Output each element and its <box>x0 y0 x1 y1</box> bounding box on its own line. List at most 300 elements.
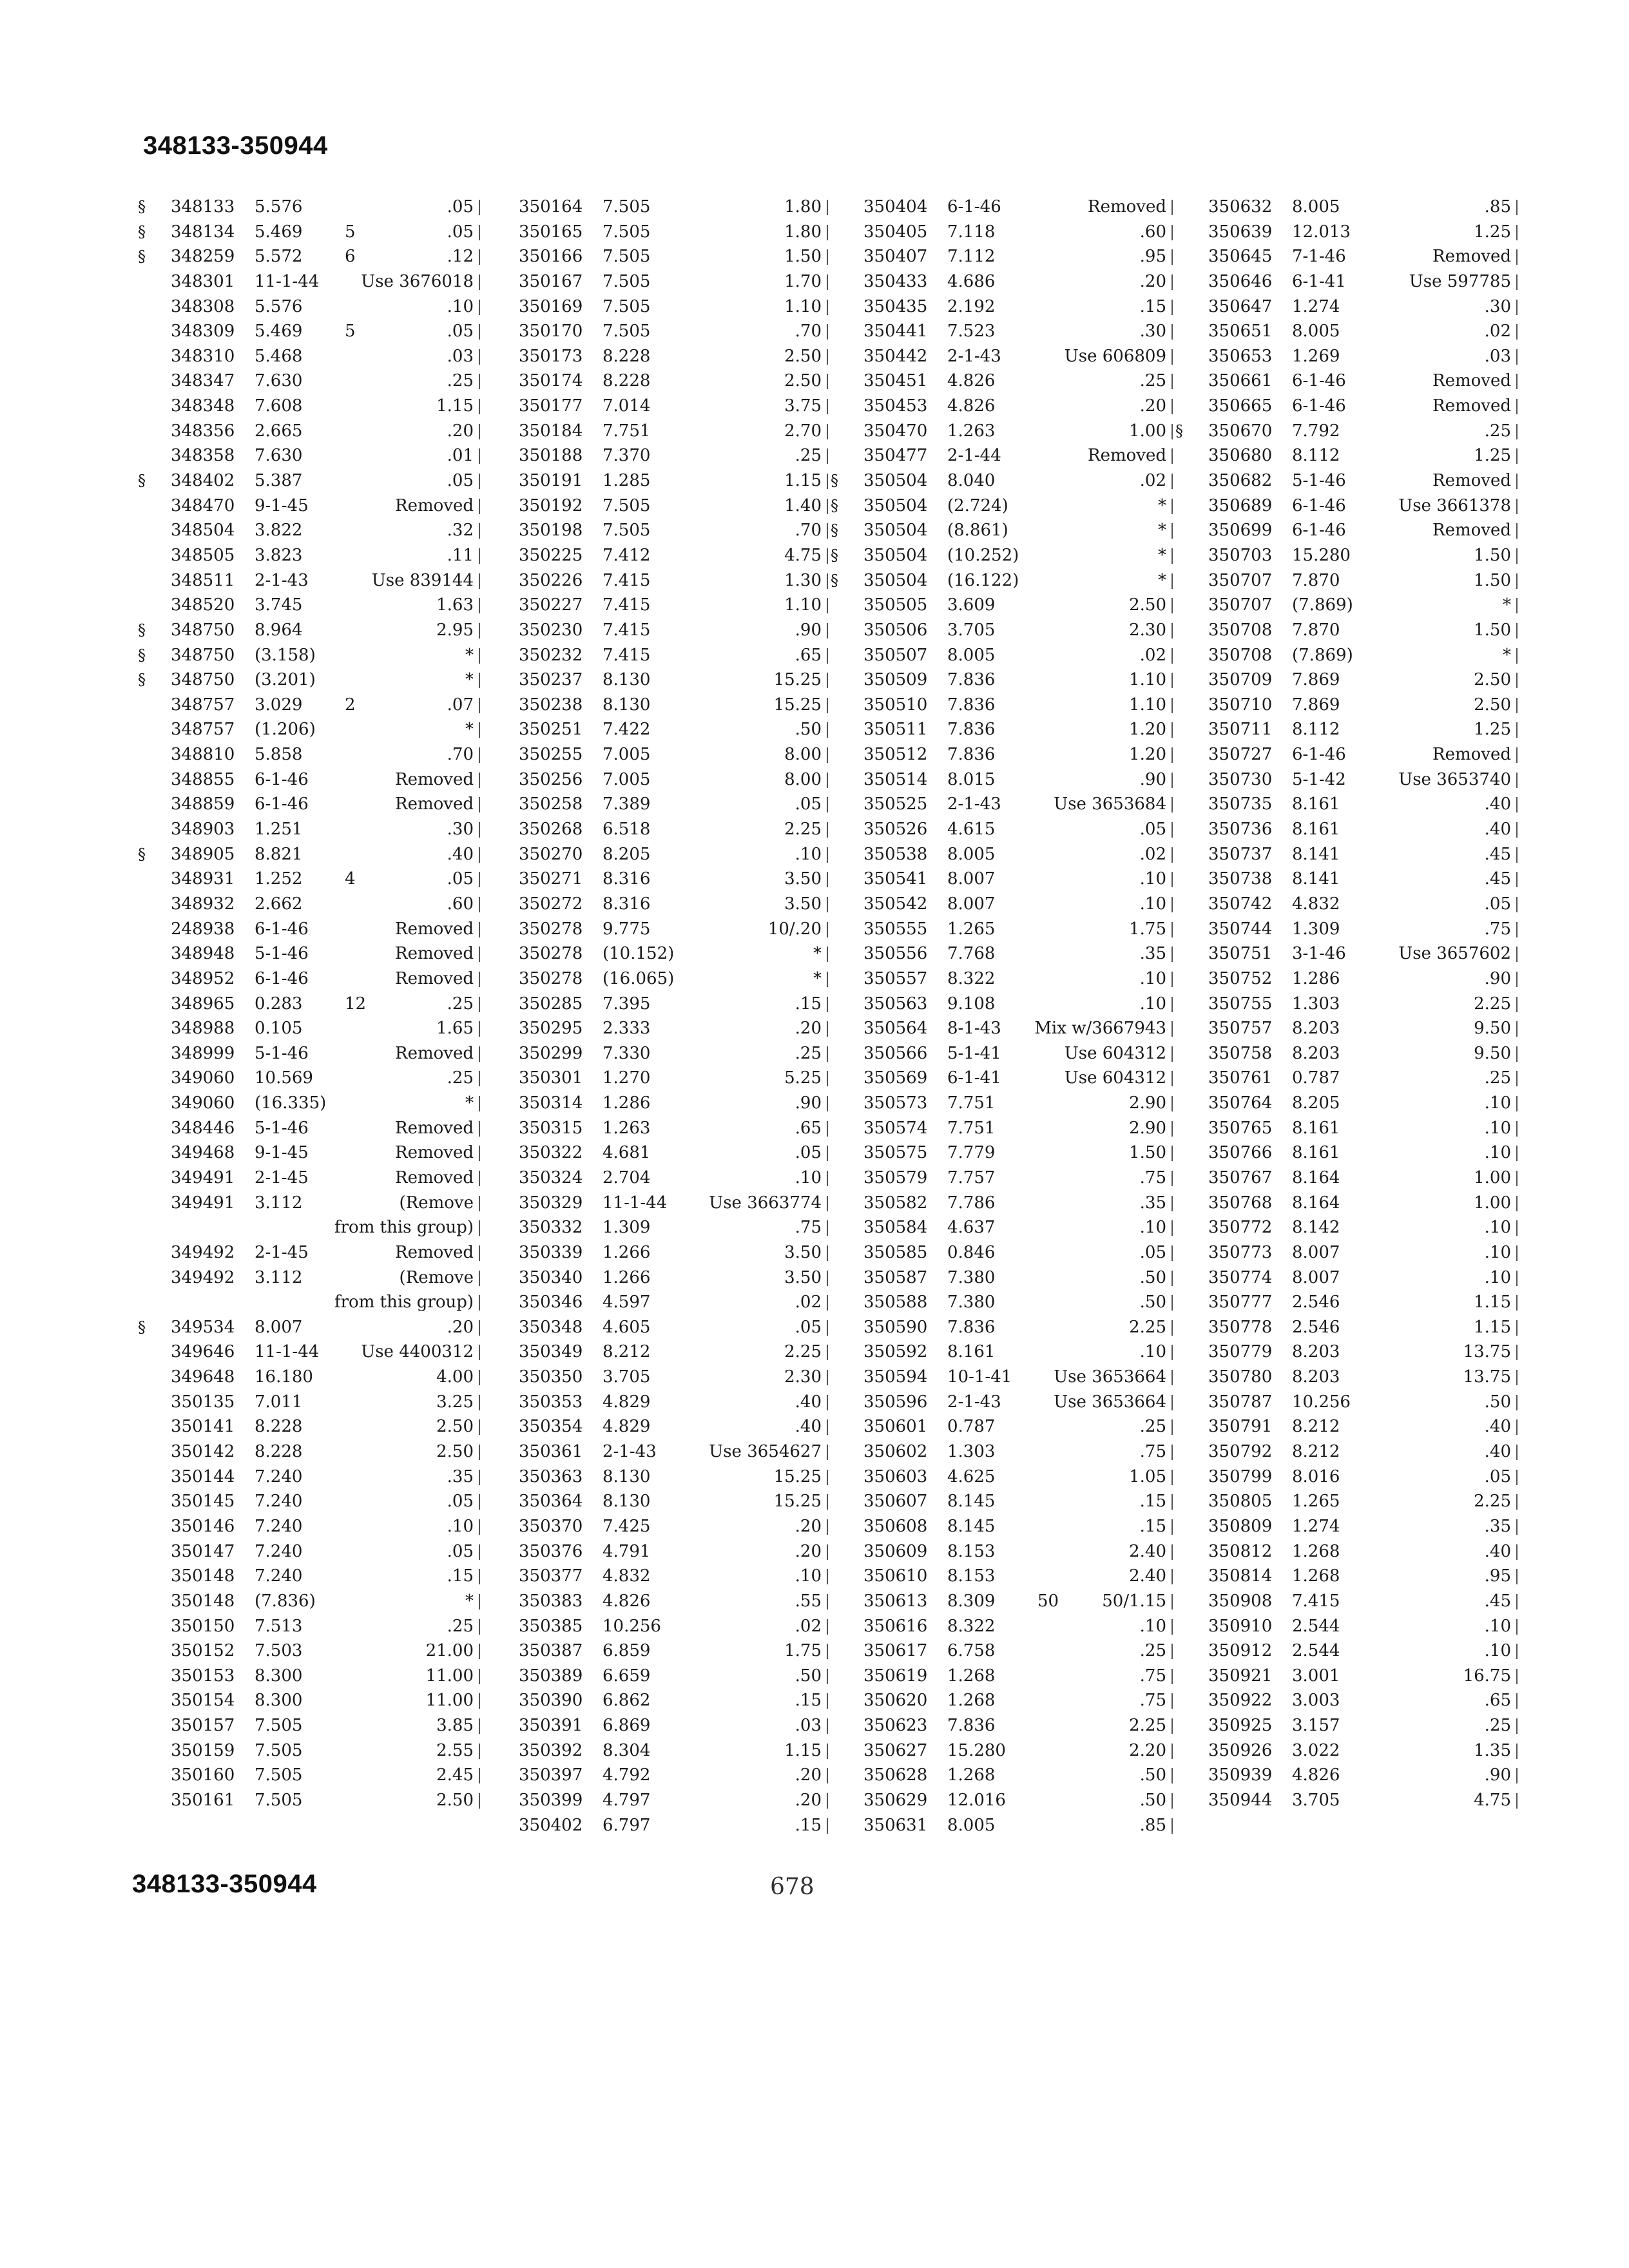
column-rule <box>1516 249 1518 265</box>
part-number: 350192 <box>519 495 583 515</box>
value: 7.505 <box>602 495 651 515</box>
value: 2.192 <box>947 296 996 316</box>
price: Use 3657602 <box>1398 944 1511 964</box>
value: 11-1-44 <box>255 1342 320 1362</box>
price: 4.75 <box>784 545 822 565</box>
value: 8.964 <box>255 620 303 640</box>
value: (7.869) <box>1292 595 1353 615</box>
table-row <box>480 941 828 966</box>
part-number: 350569 <box>863 1068 928 1088</box>
price: Use 604312 <box>1064 1043 1166 1063</box>
price: * <box>465 670 474 690</box>
table-row <box>480 244 828 269</box>
section-mark: § <box>138 198 146 216</box>
quantity: 5 <box>345 222 356 242</box>
table-row <box>825 717 1173 742</box>
table-row <box>132 568 480 593</box>
value: 7.389 <box>602 794 651 814</box>
part-number: 350348 <box>519 1317 583 1337</box>
part-number: 350166 <box>519 247 583 267</box>
value: 2-1-43 <box>947 1392 1001 1412</box>
price: .15 <box>447 1566 474 1586</box>
table-row <box>132 842 480 867</box>
part-number: 350617 <box>863 1641 928 1661</box>
part-number: 350682 <box>1208 471 1273 491</box>
part-number: 350258 <box>519 794 583 814</box>
price: Removed <box>1432 396 1511 416</box>
price: 2.50 <box>1474 670 1511 690</box>
table-row <box>1170 966 1518 992</box>
table-row <box>825 1116 1173 1141</box>
table-row <box>132 1315 480 1340</box>
table-row <box>825 668 1173 693</box>
value: 1.251 <box>255 820 303 840</box>
value: 7.836 <box>947 720 996 740</box>
price: .30 <box>1139 322 1166 341</box>
column-rule <box>1516 997 1518 1012</box>
value: 7.415 <box>1292 1591 1340 1611</box>
table-row <box>1170 1390 1518 1415</box>
table-row <box>825 1265 1173 1291</box>
part-number: 350587 <box>863 1267 928 1287</box>
value: 2-1-45 <box>255 1242 309 1262</box>
part-number: 350340 <box>519 1267 583 1287</box>
value: 1.274 <box>1292 296 1340 316</box>
price: .10 <box>1484 1616 1511 1636</box>
part-number: 350602 <box>863 1442 928 1462</box>
part-number: 350145 <box>171 1492 235 1512</box>
part-number: 350144 <box>171 1466 235 1486</box>
table-row <box>825 1738 1173 1763</box>
part-number: 350278 <box>519 944 583 964</box>
part-number: 350407 <box>863 247 928 267</box>
table-row <box>1170 1166 1518 1191</box>
value: 7.503 <box>255 1641 303 1661</box>
value: 6.758 <box>947 1641 996 1661</box>
value: 8.228 <box>602 371 651 391</box>
price: .01 <box>447 446 474 466</box>
part-number: 350433 <box>863 271 928 291</box>
price: .07 <box>447 695 474 715</box>
price: .30 <box>447 820 474 840</box>
table-row <box>1170 269 1518 294</box>
value: 8.130 <box>602 695 651 715</box>
table-row <box>132 867 480 892</box>
table-row <box>1170 767 1518 793</box>
price: .65 <box>1484 1691 1511 1711</box>
price: .02 <box>795 1293 822 1312</box>
part-number: 350778 <box>1208 1317 1273 1337</box>
part-number: 350699 <box>1208 521 1273 541</box>
value: 6-1-46 <box>1292 495 1346 515</box>
price: * <box>465 645 474 665</box>
value: 7.505 <box>602 197 651 216</box>
value: 7.415 <box>602 570 651 590</box>
price: .70 <box>447 745 474 765</box>
part-number: 350397 <box>519 1765 583 1785</box>
price: Removed <box>395 769 474 789</box>
column-rule <box>1516 1569 1518 1584</box>
value: 0.846 <box>947 1242 996 1262</box>
value: 7.112 <box>947 247 996 267</box>
price: Use 604312 <box>1064 1068 1166 1088</box>
value: 7.792 <box>1292 421 1340 441</box>
table-row <box>480 568 828 593</box>
part-number: 350142 <box>171 1442 235 1462</box>
part-number: 350165 <box>519 222 583 242</box>
part-number: 350470 <box>863 421 928 441</box>
value: 2.665 <box>255 421 303 441</box>
value: 7.011 <box>255 1392 303 1412</box>
price: 2.25 <box>1474 994 1511 1014</box>
column-rule <box>1516 1669 1518 1684</box>
value: 2.544 <box>1292 1641 1340 1661</box>
price: .05 <box>447 1541 474 1561</box>
part-number: 350385 <box>519 1616 583 1636</box>
part-number: 350391 <box>519 1716 583 1736</box>
part-number: 350752 <box>1208 968 1273 988</box>
value: 4.605 <box>602 1317 651 1337</box>
table-row <box>132 1465 480 1490</box>
table-row <box>825 1688 1173 1713</box>
column-rule <box>1516 1718 1518 1734</box>
section-mark: § <box>831 472 838 490</box>
price: .40 <box>1484 794 1511 814</box>
value: 2.333 <box>602 1019 651 1039</box>
table-row <box>132 1614 480 1639</box>
table-row <box>825 1763 1173 1788</box>
price: 16.75 <box>1463 1666 1511 1686</box>
price: 3.75 <box>784 396 822 416</box>
part-number: 350709 <box>1208 670 1273 690</box>
part-number: 348358 <box>171 446 235 466</box>
price: 4.00 <box>436 1367 474 1387</box>
table-row <box>480 1191 828 1216</box>
section-mark: § <box>138 247 146 266</box>
table-row <box>132 742 480 767</box>
part-number: 350647 <box>1208 296 1273 316</box>
part-number: 350184 <box>519 421 583 441</box>
part-number: 350278 <box>519 968 583 988</box>
value: 1.274 <box>1292 1516 1340 1536</box>
value: 6.862 <box>602 1691 651 1711</box>
value: (1.206) <box>255 720 316 740</box>
column-rule <box>1516 648 1518 664</box>
table-row <box>1170 1664 1518 1689</box>
price: 15.25 <box>773 1466 822 1486</box>
price: 2.25 <box>784 820 822 840</box>
table-row <box>1170 1763 1518 1788</box>
value: 1.309 <box>602 1218 651 1238</box>
price: .25 <box>795 1043 822 1063</box>
part-number: 350680 <box>1208 446 1273 466</box>
price: .15 <box>795 1691 822 1711</box>
part-number: 350564 <box>863 1019 928 1039</box>
table-row <box>132 1091 480 1116</box>
table-row <box>132 1166 480 1191</box>
value: 8.130 <box>602 1466 651 1486</box>
table-row <box>1170 1713 1518 1738</box>
table-row <box>132 1514 480 1539</box>
table-row <box>480 1614 828 1639</box>
value: 16.180 <box>255 1367 313 1387</box>
part-number: 350504 <box>863 545 928 565</box>
value: 4.791 <box>602 1541 651 1561</box>
price: Removed <box>395 919 474 939</box>
price: 3.50 <box>784 894 822 914</box>
table-row <box>825 966 1173 992</box>
part-number: 350346 <box>519 1293 583 1312</box>
table-row <box>132 717 480 742</box>
table-row <box>1170 1738 1518 1763</box>
table-row <box>1170 892 1518 917</box>
value: 6-1-46 <box>947 197 1001 216</box>
table-row <box>480 294 828 320</box>
part-number: 350238 <box>519 695 583 715</box>
table-row <box>480 1016 828 1041</box>
part-number: 350504 <box>863 471 928 491</box>
table-row <box>132 443 480 468</box>
value: 7.330 <box>602 1043 651 1063</box>
value: 1.285 <box>602 471 651 491</box>
part-number: 350557 <box>863 968 928 988</box>
table-row <box>480 319 828 344</box>
table-row <box>825 1489 1173 1514</box>
value: 2-1-43 <box>255 570 309 590</box>
value: 3.745 <box>255 595 303 615</box>
part-number: 350912 <box>1208 1641 1273 1661</box>
part-number: 350708 <box>1208 620 1273 640</box>
value: 7.118 <box>947 222 996 242</box>
table-row <box>825 394 1173 419</box>
price: .10 <box>795 844 822 864</box>
table-row <box>480 966 828 992</box>
value: (7.836) <box>255 1591 316 1611</box>
price: .70 <box>795 322 822 341</box>
value: 8.005 <box>1292 197 1340 216</box>
table-row <box>132 1340 480 1365</box>
column-rule <box>1516 1295 1518 1311</box>
value: 7.505 <box>602 521 651 541</box>
value: 7.630 <box>255 446 303 466</box>
price: 2.55 <box>436 1740 474 1760</box>
part-number: 350579 <box>863 1168 928 1187</box>
price: Use 3653684 <box>1054 794 1166 814</box>
column-rule <box>1516 872 1518 887</box>
table-row <box>132 1191 480 1216</box>
price: .20 <box>1139 271 1166 291</box>
price: 2.30 <box>1129 620 1166 640</box>
value: 4.832 <box>1292 894 1340 914</box>
value: 7.836 <box>947 745 996 765</box>
price: .35 <box>1484 1516 1511 1536</box>
price: .10 <box>447 1516 474 1536</box>
value: 8.007 <box>255 1317 303 1337</box>
table-row <box>480 1215 828 1240</box>
price: 15.25 <box>773 670 822 690</box>
part-number: 350173 <box>519 346 583 366</box>
table-row <box>132 1290 480 1315</box>
value: 8.112 <box>1292 446 1340 466</box>
value: 7.240 <box>255 1541 303 1561</box>
value: 6.659 <box>602 1666 651 1686</box>
table-row <box>825 992 1173 1017</box>
table-row <box>132 518 480 543</box>
price: Removed <box>1432 471 1511 491</box>
value: 8.007 <box>947 869 996 889</box>
price: 10/.20 <box>767 919 822 939</box>
value: 7.869 <box>1292 695 1340 715</box>
price: * <box>1158 521 1166 541</box>
section-mark: § <box>831 546 838 564</box>
value: 8.161 <box>947 1342 996 1362</box>
part-number: 350270 <box>519 844 583 864</box>
part-number: 349491 <box>171 1168 235 1187</box>
section-mark: § <box>138 671 146 689</box>
table-row <box>480 1788 828 1813</box>
table-row <box>825 1465 1173 1490</box>
price: 1.05 <box>1129 1466 1166 1486</box>
table-row <box>825 792 1173 817</box>
table-row <box>1170 244 1518 269</box>
part-number: 350509 <box>863 670 928 690</box>
value: 7.505 <box>255 1716 303 1736</box>
part-number: 350477 <box>863 446 928 466</box>
price: .15 <box>1139 296 1166 316</box>
price: .20 <box>795 1791 822 1810</box>
price: .05 <box>447 471 474 491</box>
price: 3.50 <box>784 1267 822 1287</box>
part-number: 350329 <box>519 1193 583 1213</box>
table-row <box>132 1265 480 1291</box>
part-number: 350708 <box>1208 645 1273 665</box>
price: .05 <box>447 197 474 216</box>
value: 5-1-46 <box>255 1118 309 1138</box>
part-number: 349492 <box>171 1267 235 1287</box>
price: 3.85 <box>436 1716 474 1736</box>
value: (2.724) <box>947 495 1008 515</box>
column-rule <box>1516 922 1518 937</box>
part-number: 350512 <box>863 745 928 765</box>
price: .10 <box>1139 1218 1166 1238</box>
value: 5.576 <box>255 296 303 316</box>
price: .35 <box>1139 944 1166 964</box>
table-row <box>1170 1614 1518 1639</box>
table-row <box>480 842 828 867</box>
price: .10 <box>1139 1342 1166 1362</box>
part-number: 350651 <box>1208 322 1273 341</box>
price: 13.75 <box>1463 1367 1511 1387</box>
table-row <box>132 1738 480 1763</box>
table-row <box>132 244 480 269</box>
column-rule <box>1516 1519 1518 1535</box>
table-row <box>825 1564 1173 1589</box>
value: 7.786 <box>947 1193 996 1213</box>
table-row <box>825 1016 1173 1041</box>
table-row <box>132 1788 480 1813</box>
table-row <box>132 294 480 320</box>
price: 1.80 <box>784 197 822 216</box>
part-number: 350227 <box>519 595 583 615</box>
table-row <box>825 1290 1173 1315</box>
table-row <box>480 344 828 369</box>
value: 7.505 <box>255 1791 303 1810</box>
table-row <box>1170 1539 1518 1564</box>
table-row <box>1170 369 1518 394</box>
part-number: 350349 <box>519 1342 583 1362</box>
value: 7.768 <box>947 944 996 964</box>
part-number: 350574 <box>863 1118 928 1138</box>
value: 7.014 <box>602 396 651 416</box>
table-row <box>825 1215 1173 1240</box>
price: .95 <box>1484 1566 1511 1586</box>
table-row <box>825 518 1173 543</box>
price: 2.30 <box>784 1367 822 1387</box>
value: 8.203 <box>1292 1019 1340 1039</box>
value: 8.300 <box>255 1691 303 1711</box>
part-number: 350225 <box>519 545 583 565</box>
price: 11.00 <box>425 1666 474 1686</box>
table-row <box>132 1539 480 1564</box>
table-row <box>480 1465 828 1490</box>
price: .75 <box>1139 1442 1166 1462</box>
price: (Remove <box>399 1193 474 1213</box>
price: 1.15 <box>1474 1293 1511 1312</box>
value: 6.869 <box>602 1716 651 1736</box>
price: .02 <box>1139 645 1166 665</box>
value: 7.240 <box>255 1516 303 1536</box>
part-number: 348903 <box>171 820 235 840</box>
part-number: 348356 <box>171 421 235 441</box>
table-row <box>825 1639 1173 1664</box>
price: from this group) <box>334 1218 474 1238</box>
table-row <box>825 419 1173 444</box>
price: .25 <box>1484 1716 1511 1736</box>
price: 1.10 <box>1129 670 1166 690</box>
part-number: 348932 <box>171 894 235 914</box>
value: 8.007 <box>1292 1242 1340 1262</box>
part-number: 350525 <box>863 794 928 814</box>
parts-column-1 <box>132 195 480 1813</box>
part-number: 350177 <box>519 396 583 416</box>
table-row <box>132 1763 480 1788</box>
part-number: 350405 <box>863 222 928 242</box>
value: 2.662 <box>255 894 303 914</box>
table-row <box>825 1414 1173 1439</box>
part-number: 348999 <box>171 1043 235 1063</box>
table-row <box>1170 1016 1518 1041</box>
column-rule <box>1516 1071 1518 1086</box>
table-row <box>1170 443 1518 468</box>
part-number: 348750 <box>171 670 235 690</box>
value: 8.821 <box>255 844 303 864</box>
value: 4.615 <box>947 820 996 840</box>
price: .05 <box>1484 894 1511 914</box>
price: .50 <box>1139 1765 1166 1785</box>
table-row <box>825 1664 1173 1689</box>
value: 8.161 <box>1292 1118 1340 1138</box>
value: 4.637 <box>947 1218 996 1238</box>
value: (10.252) <box>947 545 1019 565</box>
price: 2.50 <box>436 1442 474 1462</box>
value: 8.164 <box>1292 1168 1340 1187</box>
quantity: 6 <box>345 247 356 267</box>
price: .25 <box>1139 1417 1166 1437</box>
value: 5.572 <box>255 247 303 267</box>
part-number: 350628 <box>863 1765 928 1785</box>
price: 21.00 <box>425 1641 474 1661</box>
table-row <box>480 892 828 917</box>
